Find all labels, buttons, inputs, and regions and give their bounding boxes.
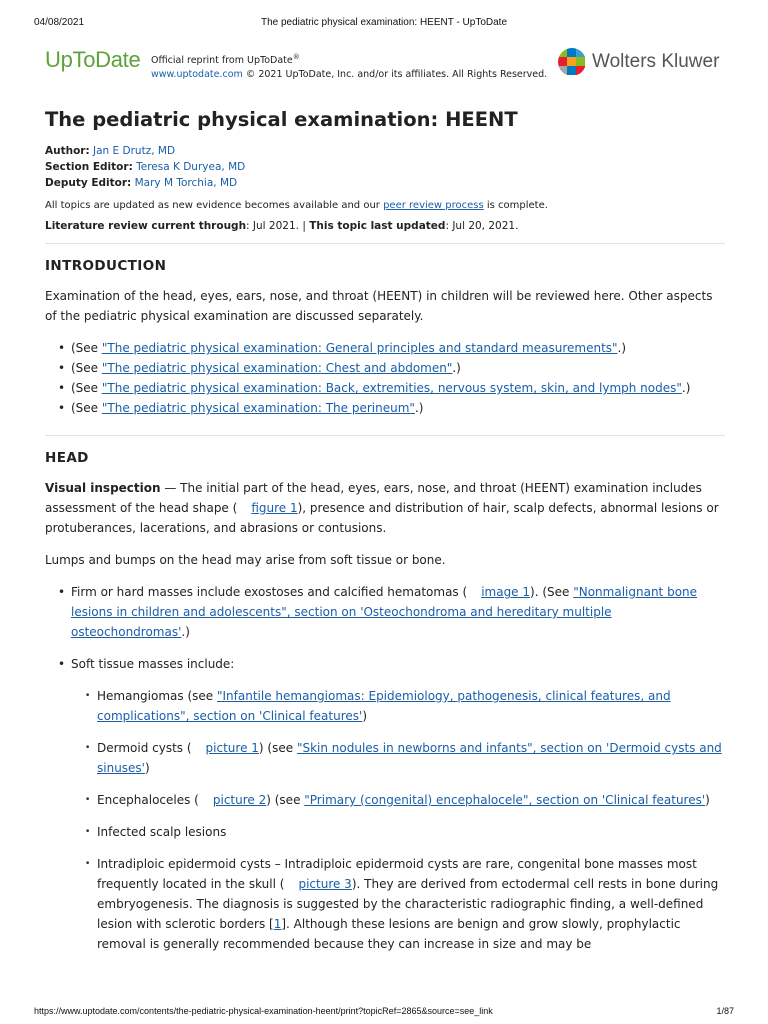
branding-bar (45, 46, 723, 86)
list-item: • (See "The pediatric physical examination: General principles and standard measurements".) (45, 338, 725, 358)
list-item: • Encephaloceles ( picture 2) (see "Primary (congenital) encephalocele", section on 'Clinical features') (45, 790, 725, 810)
picture-1-link[interactable]: picture 1 (205, 741, 259, 755)
list-item: • Hemangiomas (see "Infantile hemangiomas: Epidemiology, pathogenesis, clinical features, and complications", section on 'Clinical features') (45, 686, 725, 726)
list-item: • Infected scalp lesions (45, 822, 725, 842)
list-item: • Firm or hard masses include exostoses and calcified hematomas ( image 1). (See "Nonmalignant bone lesions in children and adolescents", section on 'Osteochondroma and hereditary multiple osteochondromas'.) (45, 582, 725, 642)
list-item: • (See "The pediatric physical examination: The perineum".) (45, 398, 725, 418)
uptodate-logo[interactable]: UpToDate (45, 47, 141, 72)
visual-inspection-paragraph: Visual inspection — The initial part of the head, eyes, ears, nose, and throat (HEENT) examination includes assessment of the head shape ( figure 1), presence and distribution of hair, scalp defects, abnormal lesions or protuberances, lacerations, and abrasions or contusions. (45, 481, 719, 535)
see-link-perineum[interactable]: "The pediatric physical examination: The perineum" (101, 401, 415, 415)
reprint-notice: Official reprint from UpToDate® www.uptodate.com © 2021 UpToDate, Inc. and/or its affiliates. All Rights Reserved. (151, 53, 548, 81)
nonmalignant-bone-lesions-link[interactable]: "Nonmalignant bone lesions in children and adolescents", section on 'Osteochondroma and hereditary multiple osteochondromas' (71, 585, 698, 639)
encephalocele-link[interactable]: "Primary (congenital) encephalocele", section on 'Clinical features' (304, 793, 706, 807)
print-header (34, 17, 734, 31)
copyright-text: © 2021 UpToDate, Inc. and/or its affiliates. All Rights Reserved. (245, 69, 548, 81)
list-item: • (See "The pediatric physical examination: Back, extremities, nervous system, skin, and lymph nodes".) (45, 378, 725, 398)
wolters-kluwer-name: Wolters Kluwer (592, 51, 720, 72)
deputy-editor-link[interactable]: Mary M Torchia, MD (134, 177, 238, 189)
head-heading: HEAD (45, 450, 89, 466)
see-also-list (45, 338, 725, 418)
mass-list (45, 582, 725, 674)
image-1-link[interactable]: image 1 (481, 585, 531, 599)
literature-review-line: Literature review current through: Jul 2021. | This topic last updated: Jul 20, 2021. (45, 220, 519, 232)
section-divider (45, 435, 725, 436)
list-item: • Intradiploic epidermoid cysts – Intradiploic epidermoid cysts are rare, congenital bone masses most frequently located in the skull ( picture 3). They are derived from ectodermal cell rests in bone during embryogenesis. The diagnosis is suggested by the characteristic radiographic finding, a well-defined lesion with sclerotic borders [1]. Although these lesions are benign and grow slowly, prophylactic removal is generally recommended because they can increase in size and may be (45, 854, 725, 954)
peer-review-link[interactable]: peer review process (383, 200, 484, 211)
print-page-title: The pediatric physical examination: HEENT - UpToDate (260, 17, 508, 28)
article-authors: Author: Jan E Drutz, MD Section Editor: Teresa K Duryea, MD Deputy Editor: Mary M Torchia, MD (45, 145, 246, 189)
section-editor-link[interactable]: Teresa K Duryea, MD (136, 161, 246, 173)
infantile-hemangiomas-link[interactable]: "Infantile hemangiomas: Epidemiology, pathogenesis, clinical features, and complications", section on 'Clinical features' (97, 689, 671, 723)
section-divider (45, 243, 725, 244)
figure-1-link[interactable]: figure 1 (251, 501, 298, 515)
list-item: • Dermoid cysts ( picture 1) (see "Skin nodules in newborns and infants", section on 'Dermoid cysts and sinuses') (45, 738, 725, 778)
wolters-kluwer-globe-icon (558, 48, 586, 76)
see-link-general-principles[interactable]: "The pediatric physical examination: General principles and standard measurements" (101, 341, 618, 355)
see-link-chest-abdomen[interactable]: "The pediatric physical examination: Chest and abdomen" (101, 361, 453, 375)
print-url: https://www.uptodate.com/contents/the-pediatric-physical-examination-heent/print?topicRef=2865&source=see_link (34, 1006, 493, 1016)
introduction-paragraph: Examination of the head, eyes, ears, nose, and throat (HEENT) in children will be reviewed here. Other aspects of the pediatric physical examination are discussed separately. (45, 289, 713, 323)
lumps-paragraph: Lumps and bumps on the head may arise from soft tissue or bone. (45, 553, 446, 567)
soft-tissue-list (45, 686, 725, 954)
article-content (45, 108, 725, 966)
uptodate-site-link[interactable]: www.uptodate.com (151, 69, 243, 81)
picture-2-link[interactable]: picture 2 (212, 793, 267, 807)
list-item: • Soft tissue masses include: (45, 654, 725, 674)
wolters-kluwer-logo[interactable] (558, 48, 723, 78)
author-link[interactable]: Jan E Drutz, MD (93, 145, 176, 157)
picture-3-link[interactable]: picture 3 (298, 877, 352, 891)
list-item: • (See "The pediatric physical examination: Chest and abdomen".) (45, 358, 725, 378)
reference-1-link[interactable]: 1 (273, 917, 282, 931)
introduction-heading: INTRODUCTION (45, 258, 167, 274)
print-date: 04/08/2021 (34, 17, 85, 28)
page-number: 1/87 (716, 1006, 734, 1016)
skin-nodules-link[interactable]: "Skin nodules in newborns and infants", section on 'Dermoid cysts and sinuses' (97, 741, 722, 775)
article-title: The pediatric physical examination: HEENT (45, 108, 518, 131)
update-note: All topics are updated as new evidence becomes available and our peer review process is complete. (45, 200, 548, 211)
see-link-back-extremities[interactable]: "The pediatric physical examination: Back, extremities, nervous system, skin, and lymph nodes" (101, 381, 682, 395)
